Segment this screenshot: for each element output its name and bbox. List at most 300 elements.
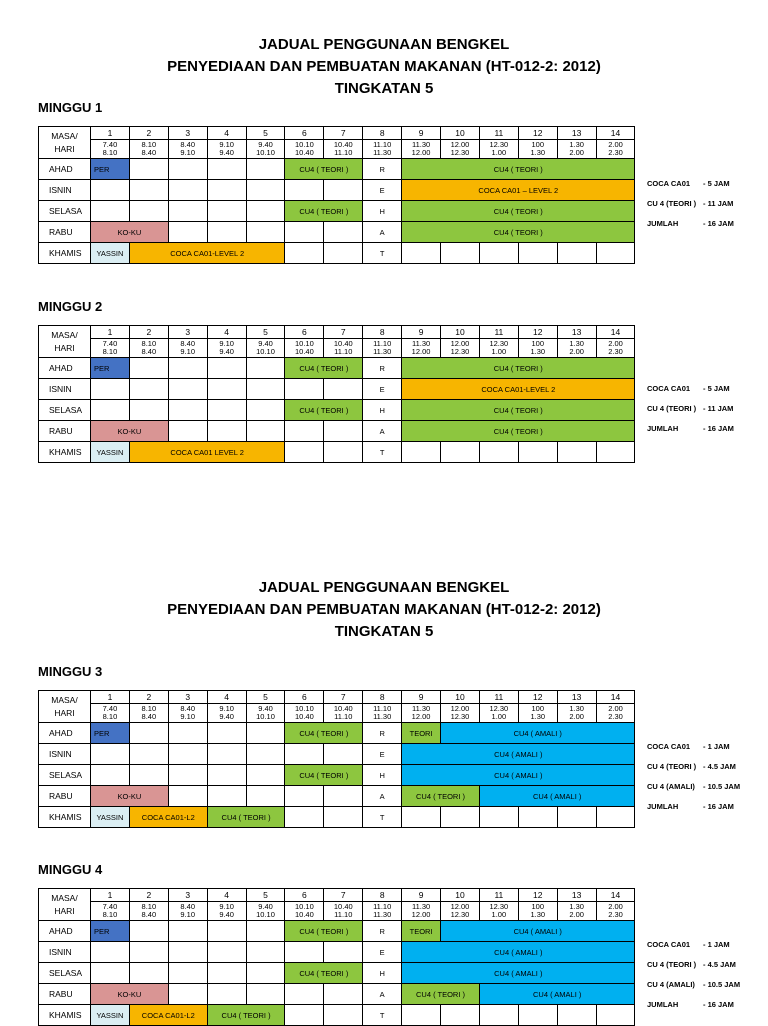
empty-cell bbox=[324, 379, 363, 400]
day-label: ISNIN bbox=[39, 180, 91, 201]
empty-cell bbox=[246, 723, 285, 744]
document-title-1 bbox=[0, 34, 768, 100]
empty-cell bbox=[207, 984, 246, 1005]
period-number: 10 bbox=[441, 326, 480, 339]
empty-cell bbox=[518, 442, 557, 463]
period-number: 12 bbox=[518, 691, 557, 704]
time-slot bbox=[207, 704, 246, 723]
day-row bbox=[39, 1005, 635, 1026]
empty-cell bbox=[168, 201, 207, 222]
time-slot bbox=[91, 704, 130, 723]
day-label: AHAD bbox=[39, 159, 91, 180]
time-slot bbox=[402, 704, 441, 723]
time-end: 9.40 bbox=[219, 148, 234, 157]
time-slot bbox=[479, 140, 518, 159]
time-end: 11.10 bbox=[334, 347, 353, 356]
empty-cell bbox=[207, 942, 246, 963]
empty-cell bbox=[557, 442, 596, 463]
time-end: 11.10 bbox=[334, 148, 353, 157]
time-start: 100 bbox=[531, 338, 544, 348]
summary-value: - 16 JAM bbox=[703, 802, 734, 811]
period-number: 2 bbox=[129, 691, 168, 704]
empty-cell bbox=[91, 201, 130, 222]
schedule-cell: R bbox=[363, 358, 402, 379]
schedule-cell: COCA CA01 – LEVEL 2 bbox=[402, 180, 635, 201]
day-row bbox=[39, 421, 635, 442]
time-row bbox=[39, 339, 635, 358]
empty-cell bbox=[402, 1005, 441, 1026]
schedule-cell: KO-KU bbox=[91, 984, 169, 1005]
empty-cell bbox=[596, 243, 635, 264]
schedule-cell: CU4 ( TEORI ) bbox=[402, 201, 635, 222]
day-row bbox=[39, 765, 635, 786]
day-label: AHAD bbox=[39, 358, 91, 379]
day-label: SELASA bbox=[39, 201, 91, 222]
time-slot bbox=[246, 140, 285, 159]
empty-cell bbox=[129, 358, 168, 379]
period-number: 6 bbox=[285, 889, 324, 902]
day-row bbox=[39, 358, 635, 379]
period-number: 12 bbox=[518, 889, 557, 902]
schedule-cell: CU4 ( TEORI ) bbox=[285, 765, 363, 786]
time-start: 100 bbox=[531, 139, 544, 149]
schedule-cell: CU4 ( TEORI ) bbox=[402, 421, 635, 442]
time-slot bbox=[479, 704, 518, 723]
empty-cell bbox=[207, 180, 246, 201]
day-label: AHAD bbox=[39, 723, 91, 744]
time-slot bbox=[363, 339, 402, 358]
time-end: 12.30 bbox=[450, 910, 470, 919]
empty-cell bbox=[246, 201, 285, 222]
time-slot bbox=[285, 704, 324, 723]
schedule-table-minggu-4 bbox=[38, 888, 635, 1026]
time-end: 1.00 bbox=[491, 347, 507, 356]
time-slot bbox=[402, 140, 441, 159]
day-label: SELASA bbox=[39, 400, 91, 421]
schedule-cell: COCA CA01 LEVEL 2 bbox=[129, 442, 285, 463]
time-start: 2.00 bbox=[608, 703, 623, 713]
empty-cell bbox=[207, 921, 246, 942]
empty-cell bbox=[402, 807, 441, 828]
period-number: 2 bbox=[129, 889, 168, 902]
summary-value: - 10.5 JAM bbox=[703, 980, 741, 989]
time-start: 2.00 bbox=[608, 901, 623, 911]
empty-cell bbox=[168, 421, 207, 442]
time-slot bbox=[557, 140, 596, 159]
day-row bbox=[39, 723, 635, 744]
schedule-cell: H bbox=[363, 963, 402, 984]
empty-cell bbox=[168, 379, 207, 400]
empty-cell bbox=[596, 807, 635, 828]
period-number: 3 bbox=[168, 326, 207, 339]
empty-cell bbox=[168, 942, 207, 963]
empty-cell bbox=[479, 807, 518, 828]
schedule-cell: CU4 ( TEORI ) bbox=[402, 984, 480, 1005]
summary-key: CU 4 (TEORI ) bbox=[647, 762, 697, 771]
empty-cell bbox=[91, 765, 130, 786]
time-end: 9.10 bbox=[180, 148, 196, 157]
empty-cell bbox=[129, 379, 168, 400]
schedule-cell: CU4 ( AMALI ) bbox=[402, 942, 635, 963]
empty-cell bbox=[518, 1005, 557, 1026]
summary-key: CU 4 (AMALI) bbox=[647, 782, 695, 791]
time-start: 7.40 bbox=[102, 338, 118, 348]
empty-cell bbox=[557, 807, 596, 828]
time-start: 9.10 bbox=[219, 338, 234, 348]
summary-value: - 10.5 JAM bbox=[703, 782, 741, 791]
empty-cell bbox=[324, 1005, 363, 1026]
empty-cell bbox=[207, 421, 246, 442]
time-end: 12.00 bbox=[411, 712, 431, 721]
schedule-cell: CU4 ( TEORI ) bbox=[402, 222, 635, 243]
summary-key: JUMLAH bbox=[647, 802, 679, 811]
time-row bbox=[39, 140, 635, 159]
document-title-2 bbox=[0, 577, 768, 643]
time-start: 7.40 bbox=[102, 139, 118, 149]
time-start: 8.10 bbox=[141, 703, 157, 713]
time-start: 10.10 bbox=[295, 901, 314, 911]
time-end: 12.00 bbox=[411, 148, 431, 157]
title-line: PENYEDIAAN DAN PEMBUATAN MAKANAN (HT-012-2: 2012) bbox=[167, 601, 601, 618]
time-end: 2.00 bbox=[569, 347, 584, 356]
empty-cell bbox=[91, 180, 130, 201]
time-end: 10.40 bbox=[295, 712, 314, 721]
time-end: 8.40 bbox=[141, 712, 157, 721]
schedule-cell: YASSIN bbox=[91, 807, 130, 828]
empty-cell bbox=[168, 984, 207, 1005]
period-number: 13 bbox=[557, 326, 596, 339]
schedule-cell: CU4 ( AMALI ) bbox=[479, 984, 635, 1005]
schedule-cell: CU4 ( TEORI ) bbox=[285, 921, 363, 942]
schedule-cell: H bbox=[363, 765, 402, 786]
time-end: 10.10 bbox=[256, 148, 275, 157]
schedule-cell: PER bbox=[91, 723, 130, 744]
time-start: 8.40 bbox=[180, 901, 196, 911]
day-row bbox=[39, 400, 635, 421]
time-end: 9.40 bbox=[219, 712, 234, 721]
empty-cell bbox=[246, 358, 285, 379]
empty-cell bbox=[168, 786, 207, 807]
time-slot bbox=[246, 704, 285, 723]
period-number: 6 bbox=[285, 127, 324, 140]
period-number: 11 bbox=[479, 326, 518, 339]
time-end: 11.30 bbox=[373, 148, 392, 157]
summary-key: COCA CA01 bbox=[647, 940, 691, 949]
empty-cell bbox=[285, 222, 324, 243]
time-start: 12.00 bbox=[450, 139, 470, 149]
time-slot bbox=[596, 140, 635, 159]
summary-value: - 16 JAM bbox=[703, 1000, 734, 1009]
time-end: 8.40 bbox=[141, 148, 157, 157]
period-number: 1 bbox=[91, 326, 130, 339]
schedule-cell: YASSIN bbox=[91, 442, 130, 463]
time-end: 8.10 bbox=[102, 148, 118, 157]
period-number: 7 bbox=[324, 326, 363, 339]
time-slot bbox=[557, 704, 596, 723]
summary-key: JUMLAH bbox=[647, 1000, 679, 1009]
empty-cell bbox=[91, 400, 130, 421]
time-end: 10.10 bbox=[256, 910, 275, 919]
time-end: 8.10 bbox=[102, 712, 118, 721]
empty-cell bbox=[246, 180, 285, 201]
time-slot bbox=[168, 339, 207, 358]
time-slot bbox=[557, 902, 596, 921]
hari-label: HARI bbox=[54, 707, 75, 718]
empty-cell bbox=[168, 723, 207, 744]
empty-cell bbox=[246, 963, 285, 984]
empty-cell bbox=[129, 201, 168, 222]
time-end: 2.00 bbox=[569, 712, 584, 721]
time-slot bbox=[363, 140, 402, 159]
empty-cell bbox=[246, 421, 285, 442]
empty-cell bbox=[129, 723, 168, 744]
summary-value: - 1 JAM bbox=[703, 742, 730, 751]
empty-cell bbox=[207, 379, 246, 400]
period-number: 5 bbox=[246, 691, 285, 704]
time-start: 2.00 bbox=[608, 139, 623, 149]
empty-cell bbox=[285, 1005, 324, 1026]
time-slot bbox=[246, 339, 285, 358]
period-number: 1 bbox=[91, 889, 130, 902]
schedule-cell: CU4 ( TEORI ) bbox=[402, 400, 635, 421]
time-end: 12.00 bbox=[411, 347, 431, 356]
time-start: 10.10 bbox=[295, 703, 314, 713]
empty-cell bbox=[324, 180, 363, 201]
empty-cell bbox=[246, 222, 285, 243]
schedule-cell: A bbox=[363, 222, 402, 243]
time-slot bbox=[518, 902, 557, 921]
period-number: 6 bbox=[285, 691, 324, 704]
day-label: AHAD bbox=[39, 921, 91, 942]
time-start: 10.40 bbox=[333, 139, 353, 149]
empty-cell bbox=[246, 159, 285, 180]
empty-cell bbox=[129, 180, 168, 201]
schedule-cell: E bbox=[363, 942, 402, 963]
time-slot bbox=[557, 339, 596, 358]
period-header-row bbox=[39, 127, 635, 140]
day-row bbox=[39, 963, 635, 984]
period-number: 11 bbox=[479, 889, 518, 902]
empty-cell bbox=[246, 921, 285, 942]
schedule-cell: YASSIN bbox=[91, 243, 130, 264]
time-start: 8.10 bbox=[141, 139, 157, 149]
masa-label: MASA/ bbox=[51, 892, 78, 903]
empty-cell bbox=[207, 400, 246, 421]
day-label: KHAMIS bbox=[39, 1005, 91, 1026]
time-slot bbox=[246, 902, 285, 921]
time-slot bbox=[518, 339, 557, 358]
empty-cell bbox=[518, 243, 557, 264]
time-slot bbox=[596, 902, 635, 921]
period-header-row bbox=[39, 889, 635, 902]
masa-hari-header bbox=[39, 326, 91, 358]
time-slot bbox=[518, 704, 557, 723]
empty-cell bbox=[168, 963, 207, 984]
schedule-cell: CU4 ( TEORI ) bbox=[285, 358, 363, 379]
time-slot bbox=[207, 339, 246, 358]
schedule-cell: R bbox=[363, 159, 402, 180]
week-label: MINGGU 2 bbox=[38, 299, 103, 314]
empty-cell bbox=[207, 723, 246, 744]
day-row bbox=[39, 921, 635, 942]
period-number: 2 bbox=[129, 326, 168, 339]
title-line: TINGKATAN 5 bbox=[334, 80, 434, 97]
empty-cell bbox=[324, 984, 363, 1005]
empty-cell bbox=[402, 442, 441, 463]
empty-cell bbox=[324, 421, 363, 442]
time-start: 11.10 bbox=[373, 139, 392, 149]
empty-cell bbox=[129, 963, 168, 984]
schedule-cell: CU4 ( AMALI ) bbox=[402, 765, 635, 786]
time-slot bbox=[363, 704, 402, 723]
period-number: 4 bbox=[207, 326, 246, 339]
summary-key: JUMLAH bbox=[647, 219, 679, 228]
time-start: 11.30 bbox=[411, 338, 431, 348]
time-start: 9.40 bbox=[258, 901, 273, 911]
empty-cell bbox=[129, 765, 168, 786]
time-slot bbox=[441, 140, 480, 159]
week-label: MINGGU 4 bbox=[38, 862, 103, 877]
schedule-cell: R bbox=[363, 723, 402, 744]
day-label: RABU bbox=[39, 984, 91, 1005]
period-number: 7 bbox=[324, 889, 363, 902]
masa-hari-header bbox=[39, 127, 91, 159]
time-slot bbox=[168, 140, 207, 159]
time-slot bbox=[363, 902, 402, 921]
time-slot bbox=[479, 902, 518, 921]
schedule-cell: KO-KU bbox=[91, 786, 169, 807]
time-end: 9.10 bbox=[180, 347, 196, 356]
day-row bbox=[39, 379, 635, 400]
time-slot bbox=[441, 902, 480, 921]
period-number: 7 bbox=[324, 691, 363, 704]
summary-key: COCA CA01 bbox=[647, 742, 691, 751]
time-start: 8.40 bbox=[180, 338, 196, 348]
schedule-cell: CU4 ( AMALI ) bbox=[479, 786, 635, 807]
empty-cell bbox=[129, 921, 168, 942]
day-label: RABU bbox=[39, 421, 91, 442]
time-slot bbox=[324, 704, 363, 723]
empty-cell bbox=[479, 243, 518, 264]
schedule-cell: COCA CA01-LEVEL 2 bbox=[402, 379, 635, 400]
day-label: RABU bbox=[39, 786, 91, 807]
empty-cell bbox=[91, 744, 130, 765]
empty-cell bbox=[285, 744, 324, 765]
time-slot bbox=[402, 902, 441, 921]
period-number: 3 bbox=[168, 127, 207, 140]
time-start: 1.30 bbox=[569, 703, 584, 713]
empty-cell bbox=[324, 222, 363, 243]
period-number: 11 bbox=[479, 691, 518, 704]
time-end: 10.40 bbox=[295, 910, 314, 919]
period-number: 8 bbox=[363, 889, 402, 902]
empty-cell bbox=[441, 807, 480, 828]
empty-cell bbox=[246, 400, 285, 421]
period-number: 5 bbox=[246, 326, 285, 339]
period-number: 10 bbox=[441, 889, 480, 902]
empty-cell bbox=[207, 159, 246, 180]
time-start: 10.40 bbox=[333, 703, 353, 713]
time-start: 12.30 bbox=[489, 139, 509, 149]
empty-cell bbox=[285, 807, 324, 828]
masa-hari-header bbox=[39, 691, 91, 723]
summary-value: - 5 JAM bbox=[703, 179, 730, 188]
period-number: 14 bbox=[596, 326, 635, 339]
schedule-cell: CU4 ( TEORI ) bbox=[402, 786, 480, 807]
schedule-cell: KO-KU bbox=[91, 222, 169, 243]
period-header-row bbox=[39, 691, 635, 704]
empty-cell bbox=[129, 744, 168, 765]
period-number: 4 bbox=[207, 127, 246, 140]
time-start: 7.40 bbox=[102, 901, 118, 911]
schedule-cell: CU4 ( AMALI ) bbox=[402, 963, 635, 984]
empty-cell bbox=[168, 358, 207, 379]
schedule-cell: A bbox=[363, 421, 402, 442]
time-start: 11.30 bbox=[411, 703, 431, 713]
time-end: 1.30 bbox=[530, 910, 546, 919]
empty-cell bbox=[207, 963, 246, 984]
period-number: 13 bbox=[557, 127, 596, 140]
time-slot bbox=[207, 902, 246, 921]
period-number: 14 bbox=[596, 127, 635, 140]
schedule-cell: COCA CA01-L2 bbox=[129, 807, 207, 828]
empty-cell bbox=[129, 400, 168, 421]
schedule-cell: T bbox=[363, 243, 402, 264]
time-slot bbox=[168, 902, 207, 921]
time-end: 8.10 bbox=[102, 347, 118, 356]
day-row bbox=[39, 243, 635, 264]
time-start: 10.40 bbox=[333, 901, 353, 911]
time-end: 2.30 bbox=[608, 347, 623, 356]
day-row bbox=[39, 807, 635, 828]
empty-cell bbox=[207, 358, 246, 379]
hari-label: HARI bbox=[54, 143, 75, 154]
schedule-cell: T bbox=[363, 442, 402, 463]
schedule-cell: CU4 ( TEORI ) bbox=[285, 201, 363, 222]
empty-cell bbox=[441, 1005, 480, 1026]
time-row bbox=[39, 902, 635, 921]
period-number: 8 bbox=[363, 326, 402, 339]
time-start: 8.10 bbox=[141, 901, 157, 911]
schedule-table-minggu-2 bbox=[38, 325, 635, 463]
time-start: 12.30 bbox=[489, 338, 509, 348]
empty-cell bbox=[557, 1005, 596, 1026]
time-slot bbox=[129, 140, 168, 159]
time-end: 11.30 bbox=[373, 712, 392, 721]
title-line: JADUAL PENGGUNAAN BENGKEL bbox=[258, 36, 510, 53]
period-number: 13 bbox=[557, 691, 596, 704]
empty-cell bbox=[168, 222, 207, 243]
schedule-cell: CU4 ( TEORI ) bbox=[402, 159, 635, 180]
time-end: 10.10 bbox=[256, 347, 275, 356]
time-slot bbox=[129, 339, 168, 358]
time-end: 8.10 bbox=[102, 910, 118, 919]
time-start: 9.40 bbox=[258, 338, 273, 348]
time-end: 12.30 bbox=[450, 148, 470, 157]
day-row bbox=[39, 222, 635, 243]
schedule-cell: PER bbox=[91, 358, 130, 379]
period-number: 7 bbox=[324, 127, 363, 140]
schedule-cell: COCA CA01-L2 bbox=[129, 1005, 207, 1026]
schedule-cell: CU4 ( TEORI ) bbox=[285, 400, 363, 421]
schedule-cell: KO-KU bbox=[91, 421, 169, 442]
empty-cell bbox=[207, 786, 246, 807]
week-label: MINGGU 3 bbox=[38, 664, 103, 679]
empty-cell bbox=[285, 442, 324, 463]
time-start: 100 bbox=[531, 901, 544, 911]
time-slot bbox=[129, 704, 168, 723]
empty-cell bbox=[91, 379, 130, 400]
